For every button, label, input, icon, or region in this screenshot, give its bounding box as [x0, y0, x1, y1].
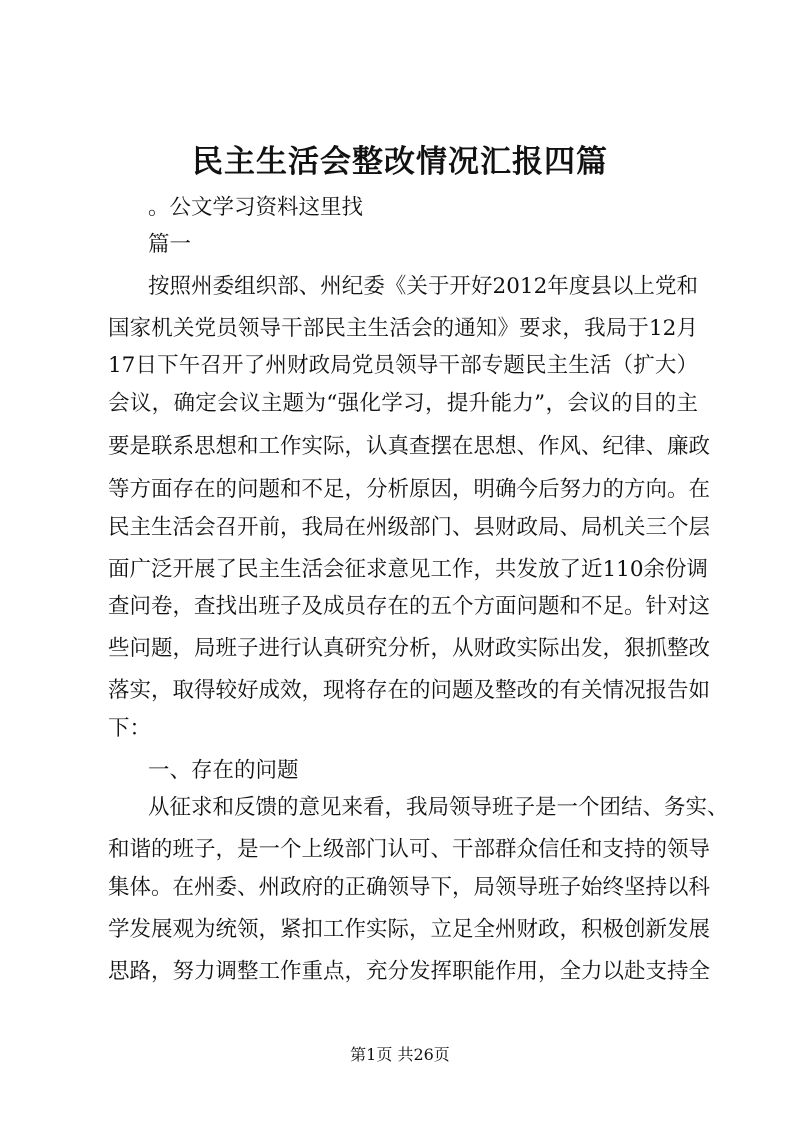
paragraph1-line: 查问卷，查找出班子及成员存在的五个方面问题和不足。针对这 — [108, 594, 711, 619]
section-label: 篇一 — [148, 232, 192, 257]
paragraph2-line: 和谐的班子，是一个上级部门认可、干部群众信任和支持的领导 — [108, 837, 711, 862]
paragraph1-line: 落实，取得较好成效，现将存在的问题及整改的有关情况报告如 — [108, 678, 711, 703]
paragraph1-line: 按照州委组织部、州纪委《关于开好2012年度县以上党和 — [148, 274, 698, 299]
paragraph2-line: 思路，努力调整工作重点，充分发挥职能作用，全力以赴支持全 — [108, 959, 711, 984]
paragraph2-line: 从征求和反馈的意见来看，我局领导班子是一个团结、务实、 — [148, 795, 729, 820]
paragraph1-line: 民主生活会召开前，我局在州级部门、县财政局、局机关三个层 — [108, 515, 711, 540]
paragraph1-line: 17日下午召开了州财政局党员领导干部专题民主生活（扩大） — [108, 353, 698, 378]
paragraph1-line: 面广泛开展了民主生活会征求意见工作，共发放了近110余份调 — [108, 557, 709, 582]
paragraph1-line: 要是联系思想和工作实际，认真查摆在思想、作风、纪律、廉政 — [108, 434, 711, 459]
paragraph1-line: 会议，确定会议主题为“强化学习，提升能力”，会议的目的主 — [108, 391, 698, 416]
section-heading: 一、存在的问题 — [148, 758, 299, 783]
paragraph1-line: 些问题，局班子进行认真研究分析，从财政实际出发，狠抓整改 — [108, 636, 711, 661]
page-number-footer: 第1页 共26页 — [350, 1045, 450, 1064]
paragraph2-line: 集体。在州委、州政府的正确领导下，局领导班子始终坚持以科 — [108, 875, 711, 900]
paragraph1-line: 下： — [108, 716, 152, 741]
paragraph2-line: 学发展观为统领，紧扣工作实际，立足全州财政，积极创新发展 — [108, 917, 711, 942]
paragraph1-line: 国家机关党员领导干部民主生活会的通知》要求，我局于12月 — [108, 316, 698, 341]
paragraph1-line: 等方面存在的问题和不足，分析原因，明确今后努力的方向。在 — [108, 477, 711, 502]
intro-line: 。公文学习资料这里找 — [148, 195, 364, 220]
document-title: 民主生活会整改情况汇报四篇 — [192, 144, 608, 180]
